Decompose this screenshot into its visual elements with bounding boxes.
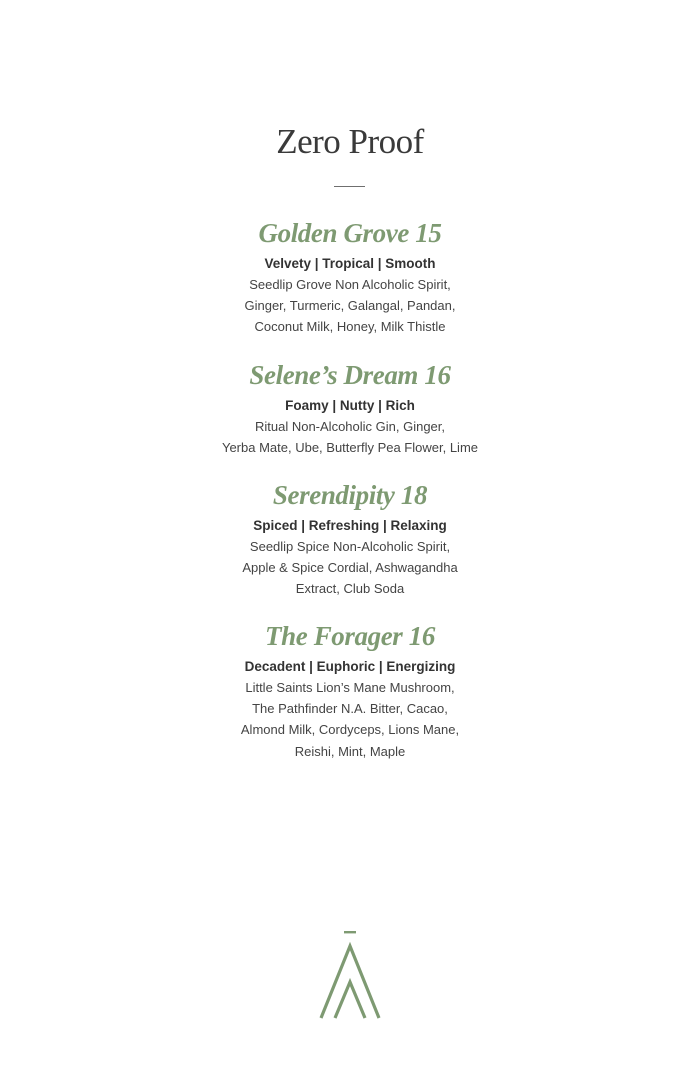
drink-flavor-profile: Decadent | Euphoric | Energizing (244, 659, 456, 674)
ingredient-line: Coconut Milk, Honey, Milk Thistle (254, 319, 446, 335)
ingredient-line: Ginger, Turmeric, Galangal, Pandan, (244, 298, 456, 314)
drink-ingredients (0, 416, 700, 458)
page-title: Zero Proof (276, 122, 424, 161)
ingredient-line: Yerba Mate, Ube, Butterfly Pea Flower, Lime (221, 440, 479, 456)
drink-ingredients (0, 536, 700, 600)
ingredient-line: Ritual Non-Alcoholic Gin, Ginger, (254, 419, 446, 434)
title-divider (334, 186, 365, 187)
drink-flavor-profile: Foamy | Nutty | Rich (285, 398, 415, 413)
ingredient-line: Seedlip Spice Non-Alcoholic Spirit, (249, 539, 451, 554)
a-monogram-icon (318, 928, 382, 1022)
drink-name: Serendipity 18 (272, 480, 428, 510)
ingredient-line: Extract, Club Soda (295, 581, 405, 597)
ingredient-line: Apple & Spice Cordial, Ashwagandha (242, 560, 458, 576)
drink-ingredients (0, 677, 700, 762)
menu-item-the-forager (0, 620, 700, 762)
drink-flavor-profile: Velvety | Tropical | Smooth (264, 256, 436, 271)
ingredient-line: The Pathfinder N.A. Bitter, Cacao, (252, 701, 448, 717)
drink-name: The Forager 16 (265, 621, 435, 651)
ingredient-line: Reishi, Mint, Maple (294, 743, 406, 759)
drink-name: Golden Grove 15 (258, 218, 442, 248)
ingredient-line: Seedlip Grove Non Alcoholic Spirit, (249, 277, 451, 292)
menu-item-selenes-dream (0, 359, 700, 458)
drink-name: Selene’s Dream 16 (249, 360, 451, 390)
ingredient-line: Almond Milk, Cordyceps, Lions Mane, (240, 722, 460, 738)
menu-item-serendipity (0, 479, 700, 600)
menu-item-golden-grove (0, 217, 700, 338)
drink-flavor-profile: Spiced | Refreshing | Relaxing (253, 518, 447, 533)
drink-ingredients (0, 274, 700, 338)
ingredient-line: Little Saints Lion’s Mane Mushroom, (245, 680, 455, 695)
